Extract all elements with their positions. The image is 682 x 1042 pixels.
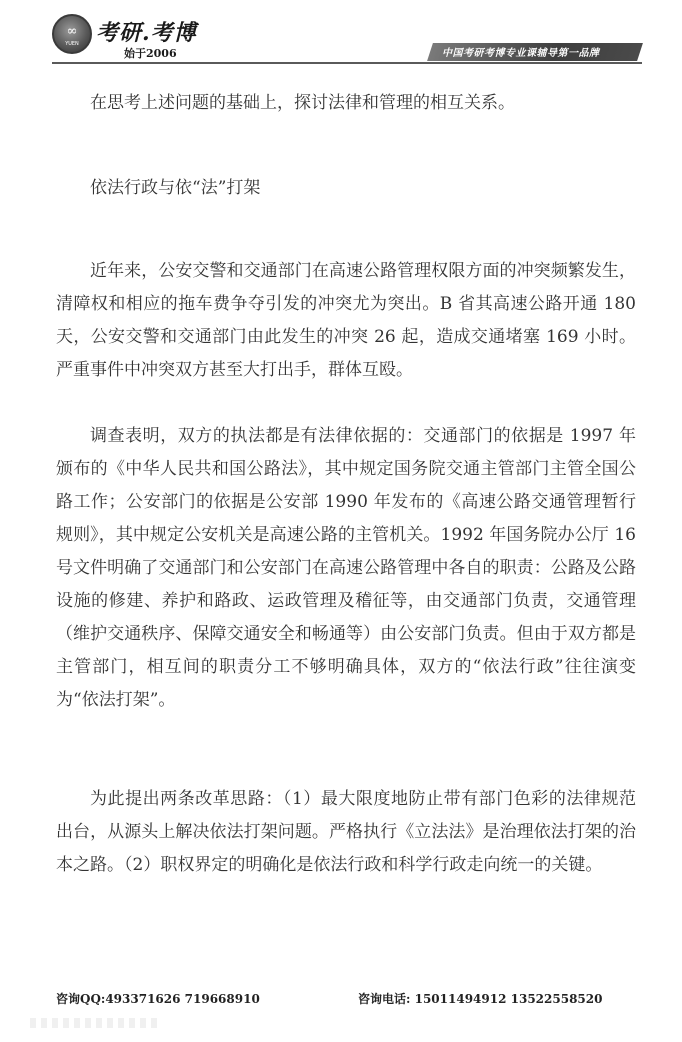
footer-phone-contact: 咨询电话: 15011494912 13522558520 <box>358 992 603 1006</box>
brand-name: 考研.考博 <box>96 20 197 46</box>
svg-text:∞: ∞ <box>66 24 78 39</box>
header-divider <box>52 62 642 64</box>
lead-question: 在思考上述问题的基础上，探讨法律和管理的相互关系。 <box>90 93 515 113</box>
header-slogan: 中国考研考博专业课辅导第一品牌 <box>442 48 600 59</box>
paragraph-3: 为此提出两条改革思路：（1）最大限度地防止带有部门色彩的法律规范出台，从源头上解决依法打架问题。严格执行《立法法》是治理依法打架的治本之路。（2）职权界定的明确化是依法行政和科学行政走向统一的关键。 <box>56 789 636 875</box>
page-header <box>0 0 682 70</box>
svg-text:YUEN: YUEN <box>65 41 79 47</box>
case-title: 依法行政与依“法”打架 <box>90 178 261 198</box>
paragraph-1: 近年来，公安交警和交通部门在高速公路管理权限方面的冲突频繁发生，清障权和相应的拖车费争夺引发的冲突尤为突出。B 省其高速公路开通 180 天，公安交警和交通部门由此发生的冲突 26 起，造成交通堵塞 169 小时。严重事件中冲突双方甚至大打出手，群体互殴。 <box>56 261 636 380</box>
paragraph-2: 调查表明，双方的执法都是有法律依据的：交通部门的依据是 1997 年颁布的《中华人民共和国公路法》，其中规定国务院交通主管部门主管全国公路工作；公安部门的依据是公安部 1990 年发布的《高速公路交通管理暂行规则》，其中规定公安机关是高速公路的主管机关。1992 年国务院办公厅 16 号文件明确了交通部门和公安部门在高速公路管理中各自的职责：公路及公路设施的修建、养护和路政、运政管理及稽征等，由交通部门负责，交通管理（维护交通秩序、保障交通安全和畅通等）由公安部门负责。但由于双方都是主管部门，相互间的职责分工不够明确具体，双方的“依法行政”往往演变为“依法打架”。 <box>56 426 636 710</box>
footer-qq-contact: 咨询QQ:493371626 719668910 <box>56 992 260 1006</box>
footer-faint-mark <box>30 1018 160 1028</box>
brand-since: 始于2006 <box>124 47 177 60</box>
brand-logo-icon <box>52 14 92 54</box>
